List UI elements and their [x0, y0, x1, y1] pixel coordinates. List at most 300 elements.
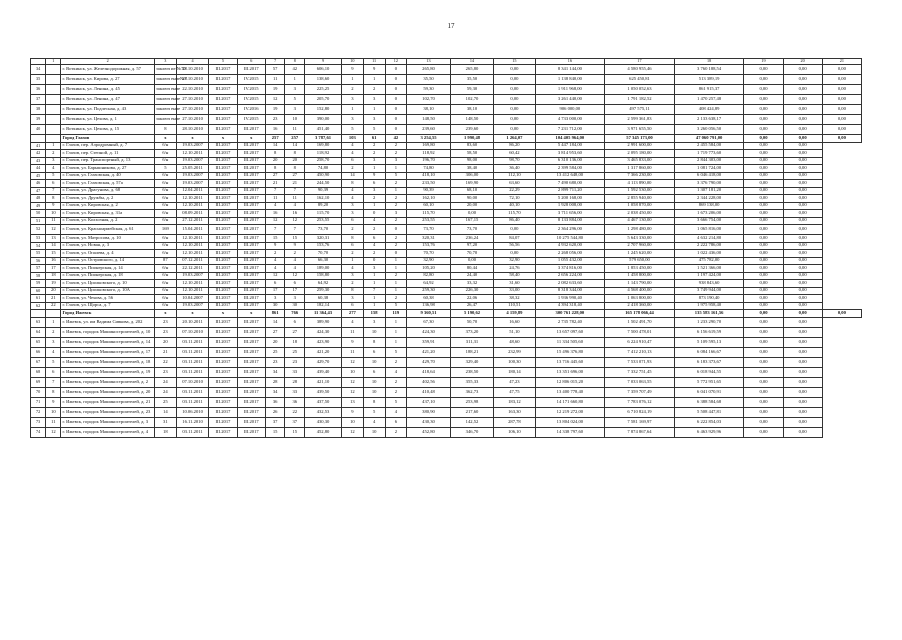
table-cell: 2 991 600,00 [605, 142, 675, 150]
table-cell: 13 [46, 235, 61, 243]
table-cell: 196,70 [407, 157, 451, 165]
table-cell: 0,00 [822, 75, 861, 85]
table-cell: III.2017 [209, 210, 237, 218]
table-cell: 7 [265, 225, 285, 235]
table-cell: 8 [265, 165, 285, 173]
table-cell: 4 580 955,46 [605, 65, 675, 75]
column-number: 21 [822, 59, 861, 65]
table-cell: x [209, 310, 237, 318]
table-cell: 07.10.2010 [176, 377, 209, 387]
table-cell: 28.10.2010 [176, 65, 209, 75]
table-cell: 430,30 [407, 417, 451, 427]
table-cell: III.2017 [237, 235, 265, 243]
row-number-cell: 44 [31, 165, 46, 173]
table-cell: 1 [385, 265, 407, 273]
row-number-cell: 45 [31, 172, 46, 180]
table-cell: 6 [342, 157, 364, 165]
table-cell: 3 [285, 105, 305, 115]
table-row [31, 272, 862, 280]
table-cell: 4 568 400,00 [605, 287, 675, 295]
table-cell: 0,00 [783, 115, 822, 125]
table-cell: 5 [285, 95, 305, 105]
table-cell: 439,40 [305, 367, 342, 377]
table-cell: 2 095 180,00 [605, 150, 675, 158]
table-cell: 265,80 [407, 65, 451, 75]
table-cell: 26 [265, 407, 285, 417]
table-cell: 12.10.2011 [176, 195, 209, 203]
row-number-cell: 72 [31, 407, 46, 417]
column-number: 18 [674, 59, 744, 65]
table-row [31, 172, 862, 180]
table-cell: 61 [363, 135, 385, 143]
table-cell: 102,70 [450, 95, 494, 105]
table-cell: 11 [46, 417, 61, 427]
row-number-cell: 66 [31, 347, 46, 357]
table-cell: III.2017 [209, 387, 237, 397]
table-cell: 119 [385, 310, 407, 318]
table-cell: 0,00 [783, 125, 822, 135]
address-cell: г. Ижевск, городок Машиностроителей, д. 17 [61, 347, 155, 357]
table-cell: 13 351 696,00 [535, 367, 605, 377]
table-cell: 38,10 [450, 105, 494, 115]
column-number: 20 [783, 59, 822, 65]
table-cell: 0,00 [783, 150, 822, 158]
table-cell: 437,10 [407, 397, 451, 407]
table-cell [46, 65, 61, 75]
table-cell: III.2017 [209, 165, 237, 173]
table-cell: 1 063 800,00 [605, 295, 675, 303]
table-cell: 63,60 [494, 180, 535, 188]
table-cell: III.2017 [237, 417, 265, 427]
table-cell: 0,00 [744, 327, 783, 337]
table-cell: 12.10.2011 [176, 287, 209, 295]
table-cell: 0 [385, 95, 407, 105]
table-cell: 1 [385, 165, 407, 173]
table-cell: б/н [154, 180, 176, 188]
table-cell: 3 [285, 295, 305, 303]
table-cell: 0,00 [783, 397, 822, 407]
table-cell: 258,70 [305, 157, 342, 165]
table-cell: 938 843,60 [674, 280, 744, 288]
table-cell: 0,00 [744, 65, 783, 75]
table-cell: 24 [154, 377, 176, 387]
table-cell: 2 [342, 250, 364, 258]
table-cell: 118,92 [305, 150, 342, 158]
table-cell: 7 332 751,45 [605, 367, 675, 377]
table-cell: III.2017 [209, 125, 237, 135]
table-cell: 2 [363, 142, 385, 150]
table-cell: 1 [46, 142, 61, 150]
table-cell: 9 [265, 242, 285, 250]
table-cell: 6 [363, 180, 385, 188]
table-cell: 0 [385, 75, 407, 85]
table-cell: 0,00 [744, 180, 783, 188]
table-cell: 11 364,43 [305, 310, 342, 318]
table-cell: 158,80 [305, 272, 342, 280]
table-cell: 6 [385, 417, 407, 427]
table-row [31, 427, 862, 437]
address-cell: г. Глазов, ул. Глазовская, д. 40 [61, 172, 155, 180]
table-cell: 0,00 [783, 310, 822, 318]
table-row [31, 225, 862, 235]
table-cell: 7 [363, 287, 385, 295]
table-cell: 0,00 [783, 210, 822, 218]
table-cell: б/н [154, 250, 176, 258]
table-cell: 3 [342, 272, 364, 280]
table-cell: 59,30 [407, 85, 451, 95]
table-cell: 424,30 [407, 327, 451, 337]
table-cell: III.2017 [209, 65, 237, 75]
table-cell: 14 [265, 317, 285, 327]
table-row [31, 302, 862, 310]
table-cell: 0,00 [744, 187, 783, 195]
table-cell: 27 [285, 172, 305, 180]
address-cell: г. Воткинск, ул. Ленина, д. 47 [61, 95, 155, 105]
table-cell: 21 [154, 347, 176, 357]
table-row [31, 150, 862, 158]
table-cell: III.2017 [237, 242, 265, 250]
table-cell: x [237, 135, 265, 143]
table-cell: 475 782,00 [674, 257, 744, 265]
table-cell: 3 814 953,60 [535, 150, 605, 158]
table-cell: 16 [46, 257, 61, 265]
table-cell: 1 138 840,00 [535, 75, 605, 85]
table-cell: 329,40 [450, 357, 494, 367]
table-cell: 0,00 [744, 95, 783, 105]
table-cell: 1 [385, 327, 407, 337]
table-cell: 12 [342, 357, 364, 367]
row-number-cell: 39 [31, 115, 46, 125]
table-cell: III.2017 [209, 327, 237, 337]
table-cell: 72,10 [494, 195, 535, 203]
table-cell: 0,00 [822, 115, 861, 125]
table-cell: 277 [342, 310, 364, 318]
table-cell: 1 [342, 257, 364, 265]
table-cell: 12.10.2011 [176, 202, 209, 210]
row-number-cell: 35 [31, 75, 46, 85]
table-row [31, 317, 862, 327]
table-cell: 5 [154, 165, 176, 173]
table-cell: 31 [154, 417, 176, 427]
table-cell: 0,00 [822, 95, 861, 105]
table-cell: III.2017 [237, 272, 265, 280]
table-cell: 2 [385, 150, 407, 158]
table-cell: 12 [46, 427, 61, 437]
table-cell: 0,00 [494, 125, 535, 135]
table-cell: 104 405 964,00 [535, 135, 605, 143]
table-cell: 2 707 960,00 [605, 242, 675, 250]
table-cell: III.2017 [237, 217, 265, 225]
table-cell: 3 374 816,00 [535, 265, 605, 273]
table-cell: 86,20 [494, 142, 535, 150]
table-cell: 0,00 [744, 347, 783, 357]
table-cell: 0,00 [744, 202, 783, 210]
table-cell: 0,00 [494, 85, 535, 95]
table-cell: 14 [342, 172, 364, 180]
table-cell: 03.11.2011 [176, 427, 209, 437]
table-cell: 6 084 166,67 [674, 347, 744, 357]
table-cell: 24,76 [494, 265, 535, 273]
table-cell: 4 [385, 367, 407, 377]
table-cell: 5 772 951,65 [674, 377, 744, 387]
table-cell: 259,30 [305, 287, 342, 295]
table-cell: 58,40 [494, 272, 535, 280]
table-cell: 0,00 [783, 257, 822, 265]
table-row [31, 397, 862, 407]
table-cell: 2 [385, 242, 407, 250]
table-cell: 16 [265, 125, 285, 135]
table-cell: 115,70 [305, 210, 342, 218]
table-cell: 1 [385, 337, 407, 347]
table-cell: 33,00 [494, 287, 535, 295]
table-row [31, 142, 862, 150]
table-cell: 169,80 [407, 142, 451, 150]
column-number: 8 [285, 59, 305, 65]
table-cell: 402,56 [407, 377, 451, 387]
table-cell: 42 [385, 135, 407, 143]
table-cell: 0,00 [744, 125, 783, 135]
table-cell: 408 424,89 [674, 105, 744, 115]
table-cell: III.2017 [209, 347, 237, 357]
table-cell: 497 575,11 [605, 105, 675, 115]
table-cell: 14 171 660,80 [535, 397, 605, 407]
table-cell: 1 058 870,00 [605, 202, 675, 210]
table-cell: 6 224 910,47 [605, 337, 675, 347]
table-cell: 0,00 [744, 265, 783, 273]
table-cell: 300 761 228,00 [535, 310, 605, 318]
table-cell: 12.10.2011 [176, 235, 209, 243]
table-cell: 19.03.2007 [176, 172, 209, 180]
table-cell: III.2017 [237, 295, 265, 303]
table-cell: 7 366 230,00 [605, 172, 675, 180]
table-cell: 13 804 024,00 [535, 417, 605, 427]
table-cell: 217,60 [450, 407, 494, 417]
table-cell: 32,90 [494, 257, 535, 265]
table-cell: 5 [385, 302, 407, 310]
table-cell: б/н [154, 287, 176, 295]
table-cell: 6 [285, 317, 305, 327]
address-cell: г. Глазов, ул. Кировская, д. 31а [61, 210, 155, 218]
table-cell: 8 341 144,00 [535, 65, 605, 75]
table-cell: 0,00 [744, 75, 783, 85]
table-cell: 98,70 [494, 157, 535, 165]
table-row [31, 417, 862, 427]
table-cell [46, 125, 61, 135]
table-cell: 8 318 344,00 [535, 287, 605, 295]
row-number-cell: 36 [31, 85, 46, 95]
table-cell: 105,20 [407, 265, 451, 273]
table-cell: 20 [46, 287, 61, 295]
row-number-cell: 74 [31, 427, 46, 437]
table-cell: 118,92 [407, 150, 451, 158]
table-cell: 10 [46, 210, 61, 218]
table-cell: 410,48 [407, 387, 451, 397]
table-cell: 37 [285, 417, 305, 427]
table-cell: 1 [385, 257, 407, 265]
table-cell: 0 [385, 225, 407, 235]
row-number-cell: 47 [31, 187, 46, 195]
table-row [31, 387, 862, 397]
table-row [31, 257, 862, 265]
table-cell: III.2017 [237, 337, 265, 347]
table-cell: 10.04.2007 [176, 295, 209, 303]
table-cell: 606,10 [305, 65, 342, 75]
table-cell: III.2017 [209, 85, 237, 95]
table-cell: 362,73 [450, 387, 494, 397]
table-cell: 5 [363, 407, 385, 417]
table-cell: III.2017 [209, 427, 237, 437]
table-cell: 2 [285, 250, 305, 258]
row-number-cell: 60 [31, 287, 46, 295]
table-cell: III.2017 [209, 377, 237, 387]
table-cell: 11 [265, 75, 285, 85]
table-cell: 68,10 [450, 187, 494, 195]
table-cell: 08.09.2011 [176, 210, 209, 218]
table-cell: 0,00 [744, 337, 783, 347]
table-cell: III.2017 [237, 210, 265, 218]
table-cell: 0,00 [744, 157, 783, 165]
table-cell: 12 [342, 377, 364, 387]
row-number-cell: 37 [31, 95, 46, 105]
table-cell: 9 [363, 172, 385, 180]
row-number-cell: 49 [31, 202, 46, 210]
table-cell: 4 [342, 187, 364, 195]
table-cell: б/н [154, 235, 176, 243]
table-cell: б/н [154, 265, 176, 273]
table-cell: III.2017 [209, 287, 237, 295]
table-cell: 70,70 [305, 250, 342, 258]
table-cell: III.2017 [209, 142, 237, 150]
table-cell: 1 [363, 165, 385, 173]
table-cell: 8 133 884,00 [535, 217, 605, 225]
table-cell: 36 [265, 397, 285, 407]
table-cell: 38,10 [407, 105, 451, 115]
table-cell: 0,00 [783, 202, 822, 210]
address-cell: Город Глазов [61, 135, 155, 143]
address-cell: г. Глазов, ул. Барышникова, д. 27 [61, 165, 155, 173]
table-cell: 2 [363, 85, 385, 95]
table-cell: 2 656 224,00 [535, 272, 605, 280]
table-row [31, 210, 862, 218]
table-cell: 2 [363, 150, 385, 158]
table-cell: III.2017 [237, 150, 265, 158]
table-cell: 359,91 [407, 337, 451, 347]
table-cell: IV.2015 [237, 115, 265, 125]
table-cell: 60,10 [407, 202, 451, 210]
table-cell: 0 [363, 210, 385, 218]
table-cell: 1 853 450,00 [605, 265, 675, 273]
table-cell: 1 [385, 287, 407, 295]
address-cell: г. Ижевск, городок Машиностроителей, д. 20 [61, 387, 155, 397]
address-cell: г. Глазов, ул. Кировская, д. 2 [61, 202, 155, 210]
table-row [31, 407, 862, 417]
table-cell: IV.2015 [237, 75, 265, 85]
table-cell: 2 [342, 85, 364, 95]
table-cell: 1 458 800,00 [605, 272, 675, 280]
table-cell: 4 733 000,00 [535, 115, 605, 125]
table-cell: x [154, 310, 176, 318]
address-cell: Город Ижевск [61, 310, 155, 318]
row-number-cell: 58 [31, 272, 46, 280]
table-cell: 22 [154, 357, 176, 367]
table-cell: 138,60 [305, 75, 342, 85]
table-cell: 4 932 620,00 [535, 242, 605, 250]
table-cell: III.2017 [237, 187, 265, 195]
table-cell: 0,00 [744, 407, 783, 417]
table-cell: 3 261 440,00 [535, 95, 605, 105]
table-cell: III.2017 [209, 75, 237, 85]
table-cell: III.2017 [209, 397, 237, 407]
table-cell: 12.10.2011 [176, 150, 209, 158]
table-cell: 8 [46, 387, 61, 397]
table-cell: б/н [154, 302, 176, 310]
table-cell: 3 [385, 157, 407, 165]
table-cell: 74,80 [305, 165, 342, 173]
table-cell: 1 521 366,00 [674, 265, 744, 273]
table-cell: 12 [285, 272, 305, 280]
table-cell: 30 [265, 302, 285, 310]
table-cell: 4 [342, 195, 364, 203]
table-cell: 12 806 015,20 [535, 377, 605, 387]
table-cell: 6 [285, 280, 305, 288]
table-cell: 9 [342, 337, 364, 347]
address-cell: г. Глазов, ул. Драгунова, д. 68 [61, 187, 155, 195]
table-cell: 373,20 [450, 327, 494, 337]
address-cell: г. Воткинск, ул. Железнодорожная, д. 57 [61, 65, 155, 75]
table-cell: 0 [385, 65, 407, 75]
table-cell: 8 [342, 235, 364, 243]
table-cell: 20 [265, 337, 285, 347]
table-cell: 6 [342, 242, 364, 250]
table-cell: 74,80 [407, 165, 451, 173]
table-row [31, 337, 862, 347]
address-cell: г. Глазов, ул. Колхозная, д. 2 [61, 217, 155, 225]
table-cell: заключ ение [154, 95, 176, 105]
table-cell: 0,00 [744, 310, 783, 318]
table-cell: III.2017 [209, 357, 237, 367]
table-cell: 3 [363, 317, 385, 327]
row-number-cell: 70 [31, 387, 46, 397]
row-number-cell: 57 [31, 265, 46, 273]
table-cell [46, 135, 61, 143]
table-cell: 9 [342, 65, 364, 75]
table-cell: 0,00 [783, 172, 822, 180]
table-cell: III.2017 [209, 195, 237, 203]
table-cell: 1 [363, 295, 385, 303]
row-number-cell: 52 [31, 225, 46, 235]
table-cell: 2 268 056,00 [535, 250, 605, 258]
table-cell: 7 874 867,64 [605, 427, 675, 437]
table-cell: 16 [285, 210, 305, 218]
table-cell: 2 844 303,00 [674, 157, 744, 165]
table-cell: 0,00 [783, 135, 822, 143]
address-cell: г. Глазов, ул. Глазовская, д. 57а [61, 180, 155, 188]
table-cell: 30 [285, 302, 305, 310]
table-cell: 15 [265, 427, 285, 437]
table-cell: 19 [265, 105, 285, 115]
address-cell: г. Глазов, пер. Степной, д. 11 [61, 150, 155, 158]
column-number: 13 [407, 59, 451, 65]
table-cell: 259,30 [407, 287, 451, 295]
table-cell: III.2017 [209, 242, 237, 250]
table-cell: III.2017 [237, 142, 265, 150]
table-cell: 28.10.2010 [176, 125, 209, 135]
table-cell: 12.10.2011 [176, 250, 209, 258]
table-cell: 2 [385, 272, 407, 280]
table-cell: III.2017 [237, 257, 265, 265]
table-cell: 60,38 [305, 295, 342, 303]
table-cell: 4 113 890,00 [605, 180, 675, 188]
